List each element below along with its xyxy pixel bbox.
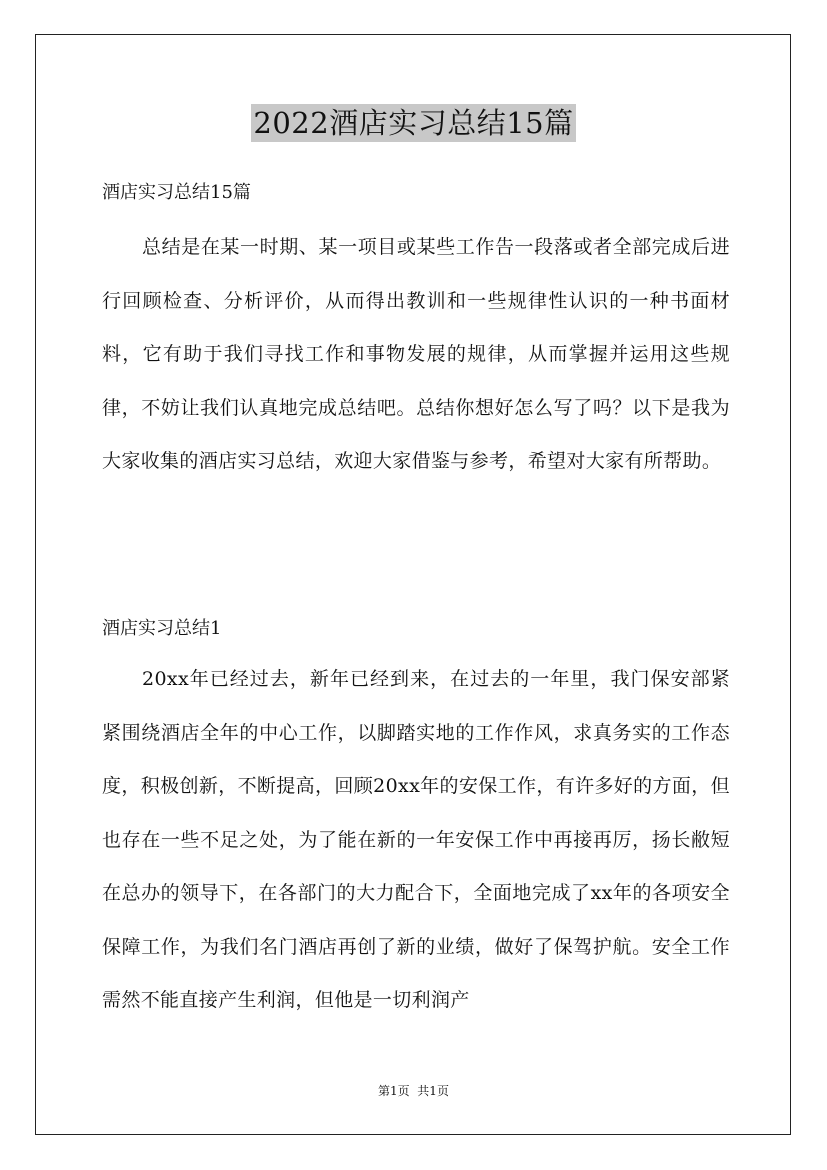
section-1-paragraph: 20xx年已经过去，新年已经到来，在过去的一年里，我门保安部紧紧围绕酒店全年的中心工作，以脚踏实地的工作作风，求真务实的工作态度，积极创新，不断提高，回顾20xx年的安保工作，有许多好的方面，但也存在一些不足之处，为了能在新的一年安保工作中再接再厉，扬长敝短在总办的领导下，在各部门的大力配合下，全面地完成了xx年的各项安全保障工作，为我们名门酒店再创了新的业绩，做好了保驾护航。安全工作需然不能直接产生利润，但他是一切利润产 [102, 668, 730, 1011]
subtitle-heading: 酒店实习总结15篇 [102, 182, 251, 203]
page-footer: 第1页 共1页 [378, 1084, 449, 1098]
intro-paragraph: 总结是在某一时期、某一项目或某些工作告一段落或者全部完成后进行回顾检查、分析评价，从而得出教训和一些规律性认识的一种书面材料，它有助于我们寻找工作和事物发展的规律，从而掌握并运用这些规律，不妨让我们认真地完成总结吧。总结你想好怎么写了吗？以下是我为大家收集的酒店实习总结，欢迎大家借鉴与参考，希望对大家有所帮助。 [102, 236, 730, 472]
title-wrapper [0, 104, 827, 142]
document-title: 2022酒店实习总结15篇 [253, 106, 574, 140]
section-1-heading: 酒店实习总结1 [102, 618, 222, 639]
